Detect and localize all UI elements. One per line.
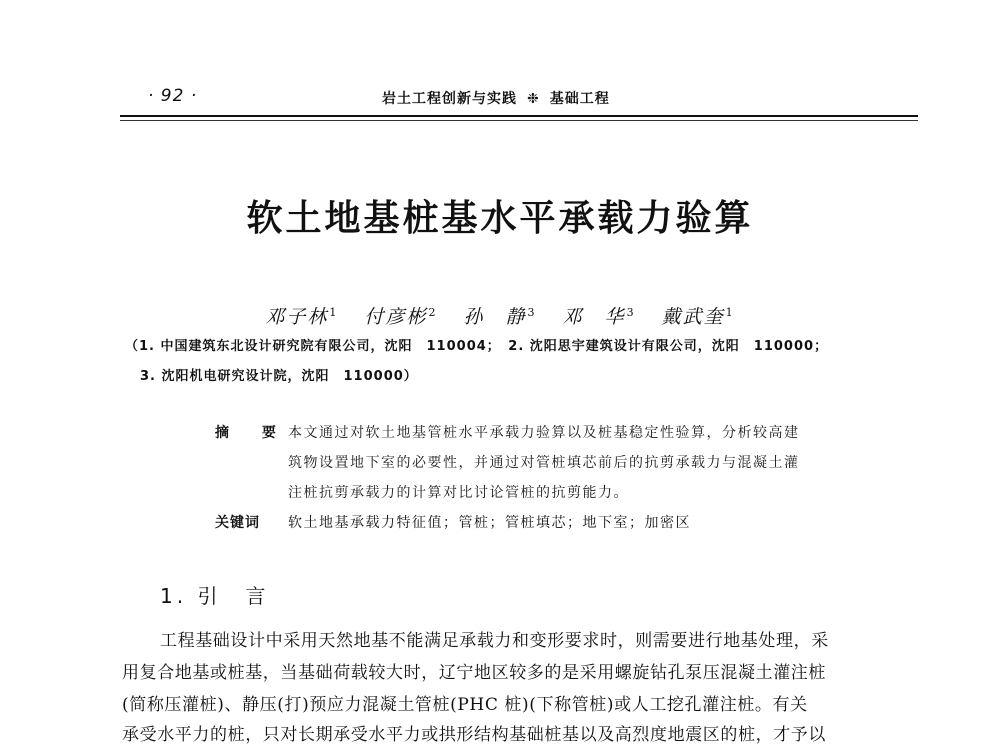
author	[662, 302, 735, 329]
body-text-line: 用复合地基或桩基，当基础荷载较大时，辽宁地区较多的是采用螺旋钻孔泵压混凝土灌注桩	[122, 663, 826, 683]
author-affil-mark: 3	[626, 305, 636, 319]
author-affil-mark: 1	[329, 305, 339, 319]
author-name: 邓子林	[265, 306, 329, 328]
author-list	[0, 302, 1000, 329]
body-text-line: 承受水平力的桩，只对长期承受水平力或拱形结构基础桩基以及高烈度地震区的桩，才予以	[122, 725, 826, 745]
running-header	[0, 0, 1000, 130]
abstract-line: 注桩抗剪承载力的计算对比讨论管桩的抗剪能力。	[288, 485, 629, 501]
author	[563, 302, 636, 329]
journal-header	[382, 88, 610, 108]
journal-name: 岩土工程创新与实践	[382, 91, 517, 107]
keywords-label: 关键词	[215, 515, 260, 531]
body-text-line: (简称压灌桩)、静压(打)预应力混凝土管桩(PHC 桩)(下称管桩)或人工挖孔灌注桩。有关	[122, 695, 808, 715]
affiliation-line: 3. 沈阳机电研究设计院，沈阳 110000）	[140, 369, 418, 384]
section-heading: 1. 引 言	[160, 584, 270, 608]
page-number: · 92 ·	[148, 86, 198, 106]
author-name: 戴武奎	[661, 306, 725, 328]
header-rule-thick	[120, 115, 918, 117]
abstract-label: 摘 要	[215, 425, 290, 441]
body-text-line: 工程基础设计中采用天然地基不能满足承载力和变形要求时，则需要进行地基处理，采	[160, 631, 829, 651]
journal-section: 基础工程	[549, 91, 610, 107]
flower-separator-icon: ❉	[527, 91, 540, 107]
author-affil-mark: 3	[527, 305, 537, 319]
author-name: 邓 华	[562, 306, 626, 328]
affiliation-line: （1. 中国建筑东北设计研究院有限公司，沈阳 110004； 2. 沈阳思宇建筑设计有限公司，沈阳 110000；	[125, 339, 829, 354]
author-affil-mark: 1	[725, 305, 735, 319]
paper-title: 软土地基桩基水平承载力验算	[246, 198, 754, 239]
keywords-text: 软土地基承载力特征值；管桩；管桩填芯；地下室；加密区	[288, 515, 691, 531]
author-name: 孙 静	[463, 306, 527, 328]
author	[265, 302, 338, 329]
author	[364, 302, 437, 329]
abstract-line: 本文通过对软土地基管桩水平承载力验算以及桩基稳定性验算，分析较高建	[288, 425, 800, 441]
author	[463, 302, 536, 329]
author-affil-mark: 2	[428, 305, 438, 319]
author-name: 付彦彬	[364, 306, 428, 328]
abstract-line: 筑物设置地下室的必要性，并通过对管桩填芯前后的抗剪承载力与混凝土灌	[288, 455, 800, 471]
header-rule-thin	[120, 120, 918, 121]
